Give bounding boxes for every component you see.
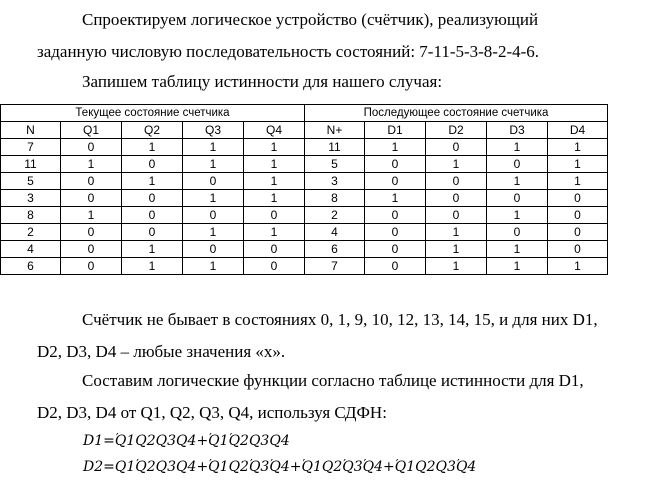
formula-term [208, 458, 290, 476]
table-cell: 0 [61, 241, 122, 258]
formula-plus: + [196, 459, 209, 475]
variable-inverted: Q4 ′ [269, 459, 289, 475]
table-cell: 8 [1, 207, 61, 224]
table-row [1, 156, 608, 173]
formula-term [208, 432, 290, 450]
table-cell: 1 [122, 258, 183, 275]
table-cell: 0 [548, 224, 608, 241]
table-cell: 7 [1, 139, 61, 156]
table-cell: 0 [548, 190, 608, 207]
table-cell: 1 [487, 207, 548, 224]
table-cell: 1 [487, 173, 548, 190]
table-row [1, 224, 608, 241]
table-cell: 1 [61, 156, 122, 173]
paragraph-functions-intro: Составим логические функции согласно таблице истинности для D1, [82, 371, 584, 390]
table-cell: 1 [244, 190, 305, 207]
variable: Q1 [114, 459, 136, 475]
table-cell: 0 [365, 241, 426, 258]
table-cell: 0 [183, 207, 244, 224]
formula-plus: + [289, 459, 302, 475]
table-cell: 1 [183, 156, 244, 173]
variable-inverted: Q1 ′ [115, 433, 135, 449]
table-cell: 0 [183, 173, 244, 190]
variable-inverted: Q4 ′ [456, 459, 476, 475]
table-cell: 1 [122, 241, 183, 258]
table-cell: 1 [487, 258, 548, 275]
table-cell: 1 [548, 258, 608, 275]
table-cell: 1 [548, 156, 608, 173]
table-cell: 3 [305, 173, 365, 190]
table-cell: 0 [548, 207, 608, 224]
table-cell: 0 [487, 156, 548, 173]
table-header-row [1, 122, 608, 139]
variable: Q3 [155, 433, 177, 449]
table-cell: 3 [1, 190, 61, 207]
variable-inverted: Q1 ′ [395, 459, 415, 475]
table-cell: 0 [487, 190, 548, 207]
table-cell: 0 [365, 173, 426, 190]
column-header: Q4 [244, 122, 305, 139]
table-cell: 0 [365, 224, 426, 241]
column-header: Q2 [122, 122, 183, 139]
paragraph-sequence: заданную числовую последовательность состояний: 7-11-5-3-8-2-4-6. [37, 42, 540, 61]
variable-inverted: Q2 ′ [135, 459, 155, 475]
variable: Q4 [176, 433, 197, 449]
table-cell: 8 [305, 190, 365, 207]
table-cell: 0 [122, 224, 183, 241]
column-header: N [1, 122, 61, 139]
table-cell: 0 [244, 241, 305, 258]
table-cell: 0 [61, 190, 122, 207]
formula-plus: + [196, 433, 209, 449]
table-cell: 4 [305, 224, 365, 241]
formula-d1 [83, 432, 290, 450]
formula-term [115, 458, 197, 476]
table-cell: 0 [61, 258, 122, 275]
column-header: Q3 [183, 122, 244, 139]
table-row [1, 139, 608, 156]
table-cell: 1 [122, 173, 183, 190]
variable: Q2 [228, 459, 249, 475]
table-cell: 1 [426, 258, 487, 275]
table-cell: 6 [1, 258, 61, 275]
table-cell: 1 [244, 139, 305, 156]
table-cell: 0 [365, 207, 426, 224]
variable-inverted: Q1 ′ [208, 459, 228, 475]
formula-term [301, 458, 383, 476]
table-cell: 0 [122, 190, 183, 207]
table-cell: 0 [122, 156, 183, 173]
truth-table [0, 104, 608, 275]
table-row [1, 258, 608, 275]
table-cell: 0 [61, 224, 122, 241]
table-cell: 0 [365, 156, 426, 173]
paragraph-dont-care: D2, D3, D4 – любые значения «х». [37, 342, 286, 361]
variable-inverted: Q3 ′ [249, 459, 269, 475]
formula-plus: + [383, 459, 395, 475]
table-cell: 1 [487, 139, 548, 156]
variable: Q2 [321, 459, 343, 475]
table-cell: 7 [305, 258, 365, 275]
column-header: D2 [426, 122, 487, 139]
variable: Q4 [269, 433, 290, 449]
table-cell: 1 [487, 241, 548, 258]
table-cell: 0 [487, 224, 548, 241]
variable: Q3 [155, 459, 177, 475]
table-cell: 1 [365, 139, 426, 156]
variable-inverted: Q3 ′ [342, 459, 362, 475]
table-cell: 1 [61, 207, 122, 224]
table-cell: 1 [548, 139, 608, 156]
variable: Q4 [176, 459, 197, 475]
table-cell: 1 [183, 190, 244, 207]
variable: Q3 [435, 459, 456, 475]
group-current-state: Текущее состояние счетчика [1, 105, 305, 122]
variable: Q2 [135, 433, 156, 449]
table-cell: 1 [365, 190, 426, 207]
table-group-header [1, 105, 608, 122]
formula-d2 [83, 458, 476, 476]
table-cell: 11 [305, 139, 365, 156]
column-header: D3 [487, 122, 548, 139]
table-cell: 1 [426, 224, 487, 241]
table-cell: 4 [1, 241, 61, 258]
table-cell: 0 [365, 258, 426, 275]
table-cell: 1 [244, 224, 305, 241]
paragraph-functions-args: D2, D3, D4 от Q1, Q2, Q3, Q4, используя СДФН: [37, 403, 387, 422]
paragraph-intro: Спроектируем логическое устройство (счётчик), реализующий [82, 10, 539, 29]
table-cell: 5 [1, 173, 61, 190]
table-cell: 1 [244, 156, 305, 173]
formula-lhs: D2= [83, 459, 115, 475]
formula-term [115, 432, 197, 450]
table-cell: 0 [426, 139, 487, 156]
paragraph-table-intro: Запишем таблицу истинности для нашего случая: [82, 72, 443, 91]
group-next-state: Последующее состояние счетчика [305, 105, 608, 122]
column-header: D1 [365, 122, 426, 139]
table-cell: 1 [548, 173, 608, 190]
table-cell: 5 [305, 156, 365, 173]
formula-term [395, 458, 477, 476]
table-cell: 11 [1, 156, 61, 173]
table-cell: 1 [122, 139, 183, 156]
formula-lhs: D1= [83, 433, 115, 449]
table-cell: 1 [244, 173, 305, 190]
table-cell: 0 [183, 241, 244, 258]
column-header: N+ [305, 122, 365, 139]
variable: Q3 [248, 433, 270, 449]
table-cell: 0 [426, 173, 487, 190]
table-row [1, 190, 608, 207]
variable-inverted: Q2 ′ [229, 433, 249, 449]
table-cell: 1 [183, 139, 244, 156]
table-row [1, 207, 608, 224]
table-cell: 1 [183, 258, 244, 275]
table-cell: 1 [183, 224, 244, 241]
table-cell: 2 [1, 224, 61, 241]
column-header: Q1 [61, 122, 122, 139]
variable-inverted: Q1 ′ [301, 459, 321, 475]
variable: Q2 [415, 459, 436, 475]
table-cell: 0 [244, 207, 305, 224]
table-cell: 0 [548, 241, 608, 258]
table-cell: 0 [426, 190, 487, 207]
table-cell: 0 [426, 207, 487, 224]
table-cell: 0 [122, 207, 183, 224]
table-cell: 0 [61, 173, 122, 190]
table-cell: 6 [305, 241, 365, 258]
table-row [1, 241, 608, 258]
table-row [1, 173, 608, 190]
table-cell: 1 [426, 156, 487, 173]
table-cell: 0 [244, 258, 305, 275]
column-header: D4 [548, 122, 608, 139]
table-cell: 1 [426, 241, 487, 258]
table-cell: 2 [305, 207, 365, 224]
variable-inverted: Q1 ′ [208, 433, 228, 449]
table-cell: 0 [61, 139, 122, 156]
paragraph-unused-states: Счётчик не бывает в состояниях 0, 1, 9, 10, 12, 13, 14, 15, и для них D1, [82, 310, 598, 329]
variable-inverted: Q4 ′ [363, 459, 383, 475]
